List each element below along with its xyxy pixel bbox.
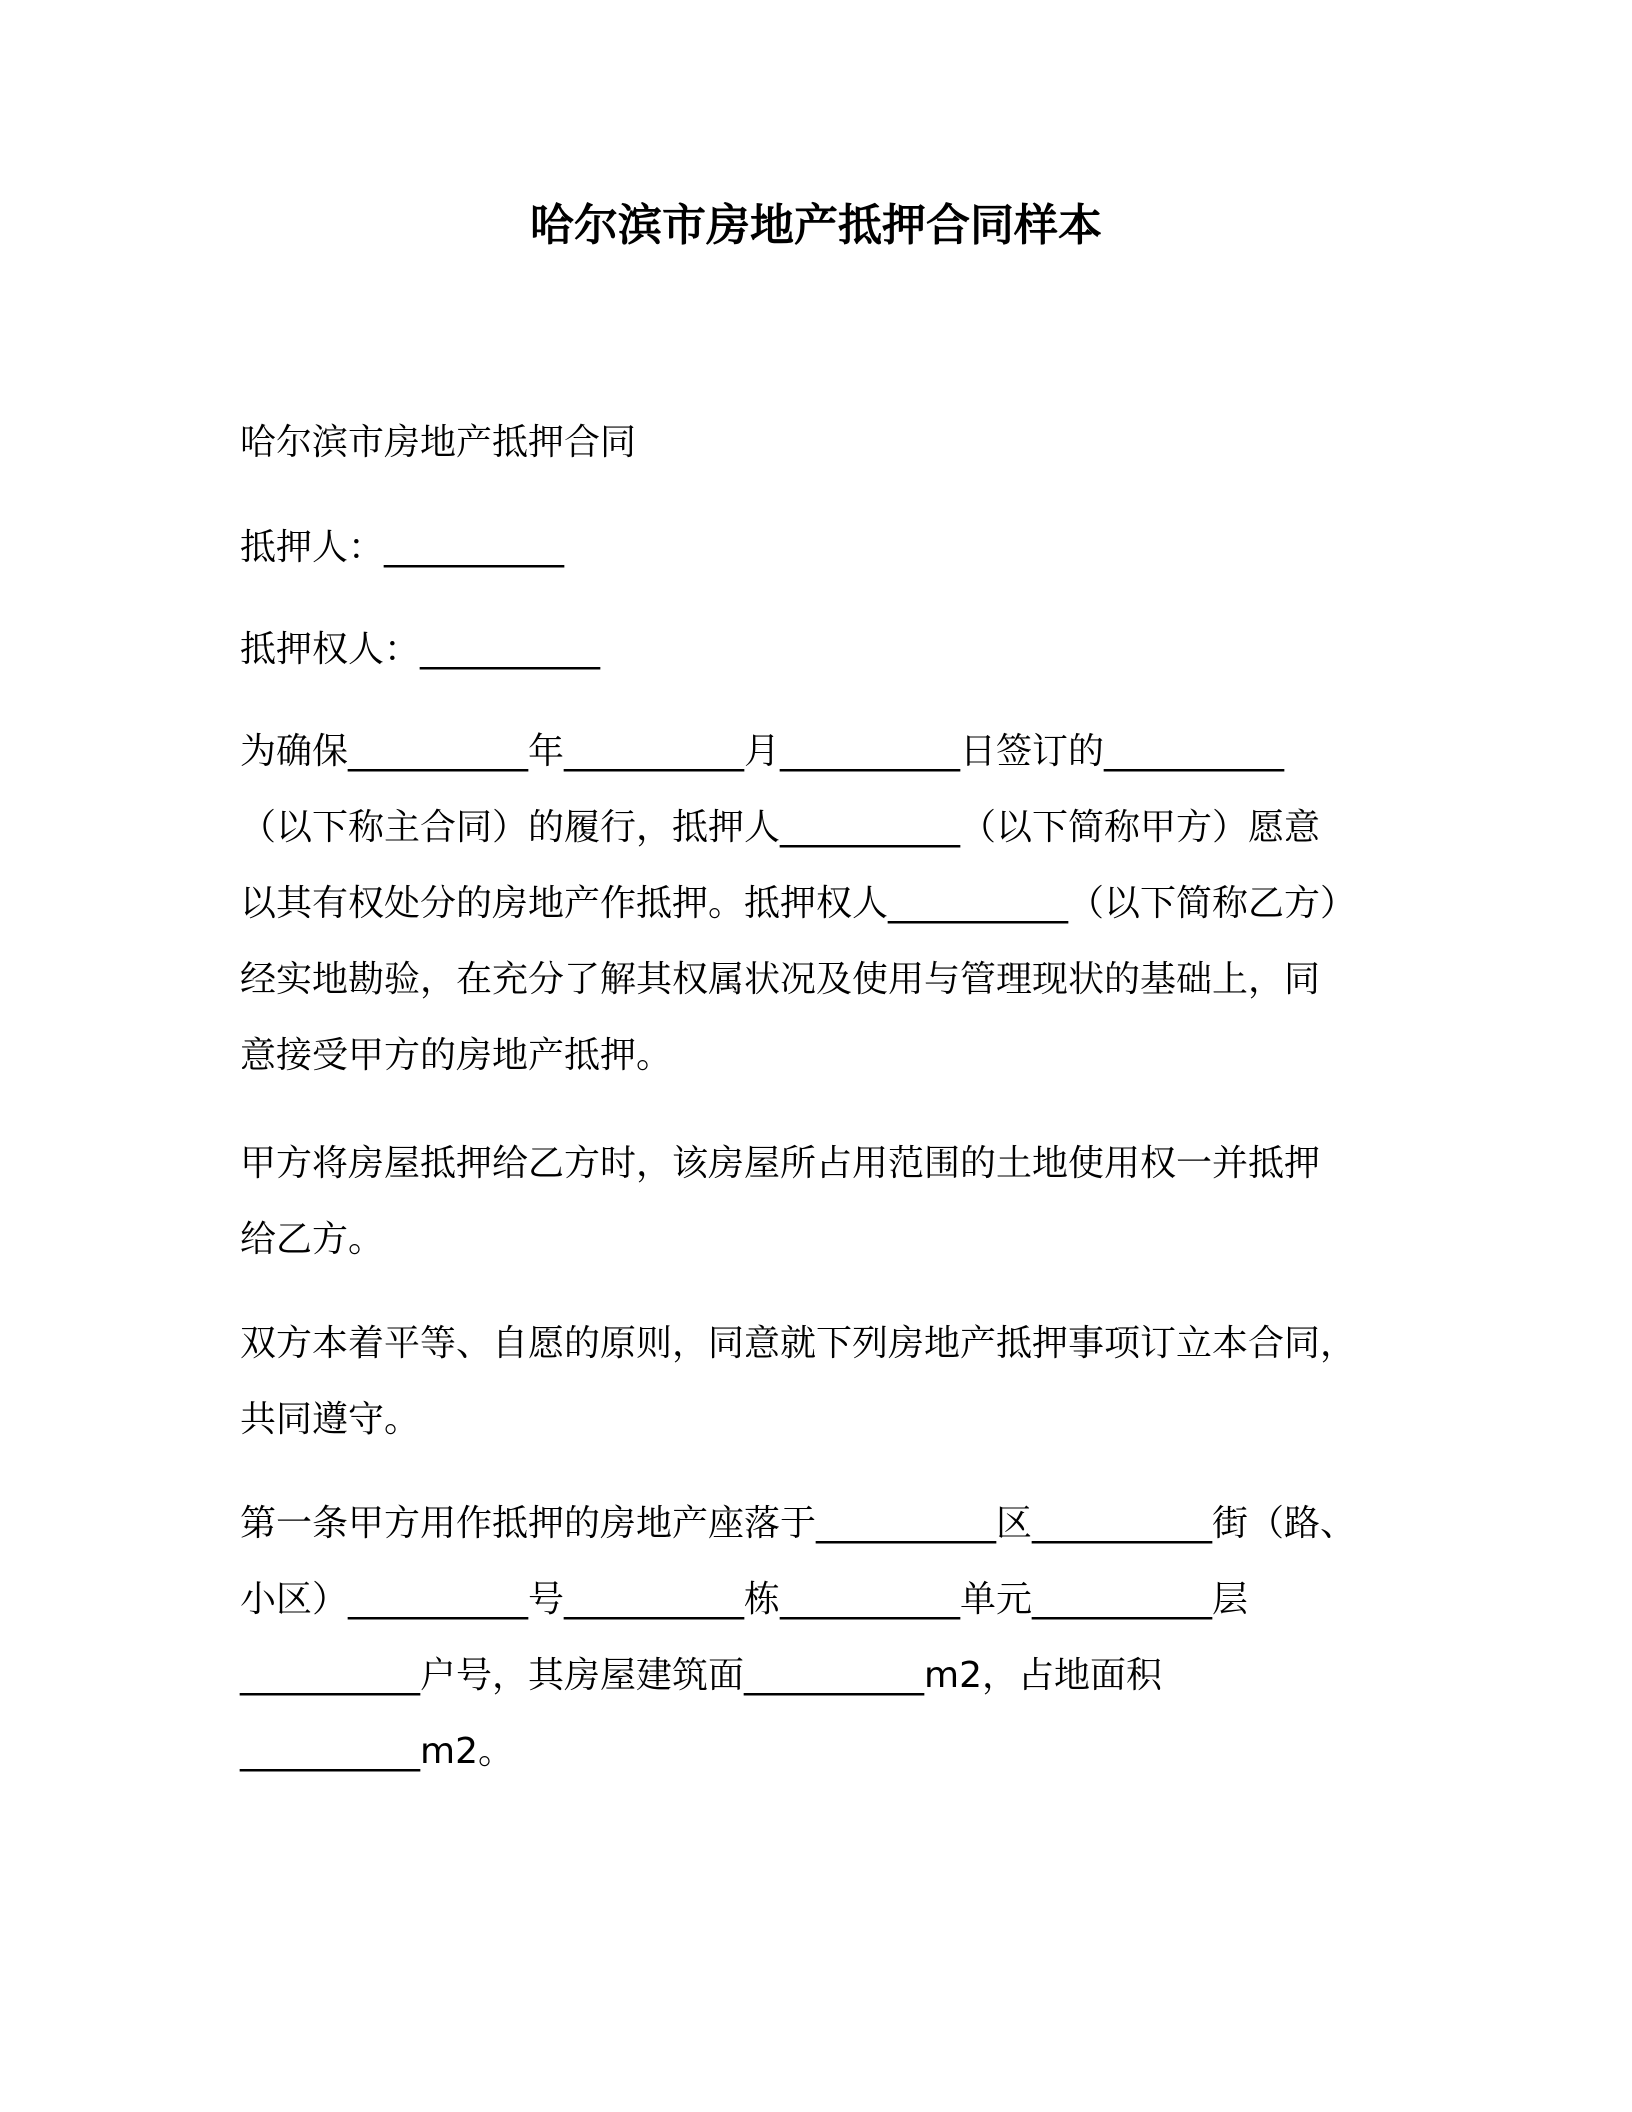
paragraph-line: 共同遵守。 [240,1399,421,1440]
paragraph-line: 经实地勘验，在充分了解其权属状况及使用与管理现状的基础上，同 [240,959,1321,1000]
paragraph-land-use [240,1126,1400,1278]
paragraph-intro [240,714,1400,1094]
contract-subtitle-text: 哈尔滨市房地产抵押合同 [240,422,637,463]
paragraph-line: 以其有权处分的房地产作抵押。抵押权人__________（以下简称乙方） [240,883,1357,924]
paragraph-line: （以下称主合同）的履行，抵押人__________（以下简称甲方）愿意 [240,807,1321,848]
paragraph-line: 为确保__________年__________月__________日签订的__________ [240,731,1285,772]
paragraph-line: 给乙方。 [240,1219,385,1260]
paragraph-line: 小区）__________号__________栋__________单元__________层 [240,1579,1249,1620]
paragraph-line: 意接受甲方的房地产抵押。 [240,1035,673,1076]
mortgagee-line [240,612,1400,688]
mortgagee-text: 抵押权人：__________ [240,629,601,670]
mortgagor-text: 抵押人：__________ [240,527,565,568]
paragraph-line: __________户号，其房屋建筑面__________m2，占地面积 [240,1655,1162,1696]
paragraph-line: __________m2。 [240,1731,514,1772]
mortgagor-line [240,510,1400,586]
contract-subtitle [240,405,1400,481]
article-one [240,1486,1400,1790]
document-title: 哈尔滨市房地产抵押合同样本 [530,200,1102,251]
paragraph-principle [240,1306,1400,1458]
paragraph-line: 第一条甲方用作抵押的房地产座落于__________区__________街（路、 [240,1503,1357,1544]
paragraph-line: 双方本着平等、自愿的原则，同意就下列房地产抵押事项订立本合同， [240,1323,1357,1364]
paragraph-line: 甲方将房屋抵押给乙方时，该房屋所占用范围的土地使用权一并抵押 [240,1143,1321,1184]
